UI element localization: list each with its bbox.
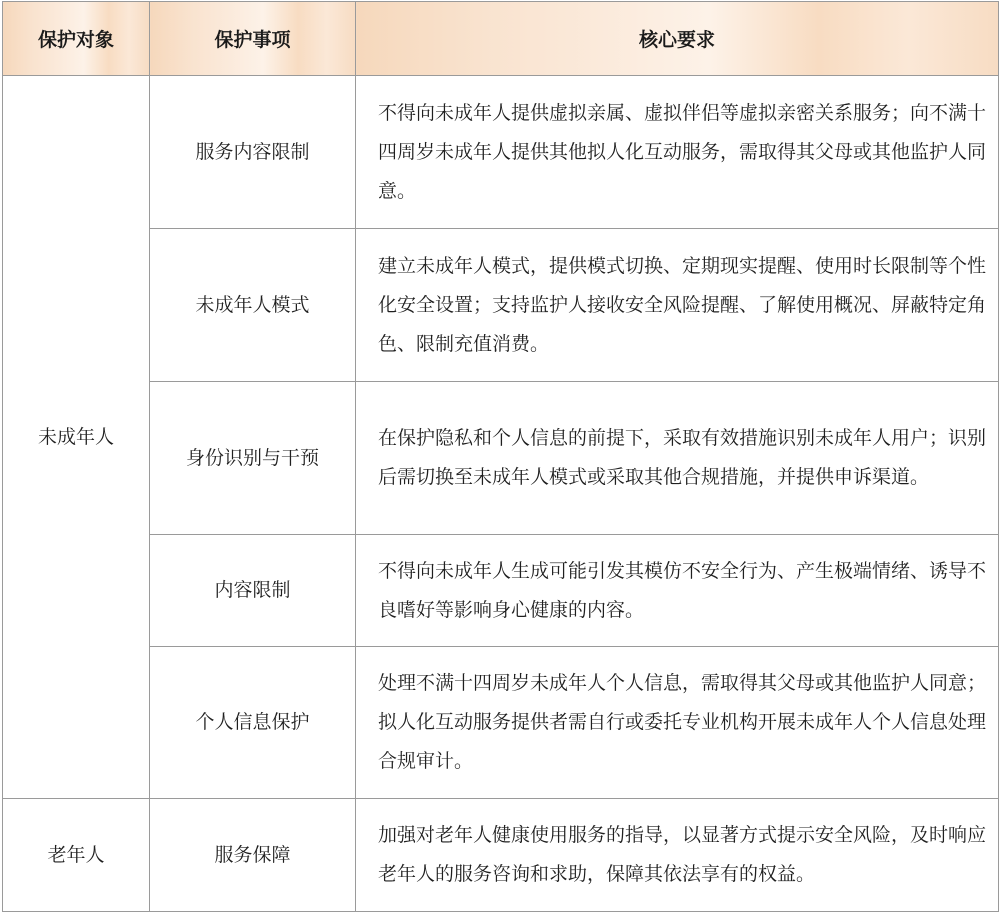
- item-cell: 身份识别与干预: [150, 382, 356, 535]
- item-cell: 内容限制: [150, 535, 356, 647]
- item-cell: 服务内容限制: [150, 76, 356, 229]
- requirement-cell: 处理不满十四周岁未成年人个人信息，需取得其父母或其他监护人同意；拟人化互动服务提供者需自行或委托专业机构开展未成年人个人信息处理合规审计。: [356, 647, 999, 799]
- table-row: [3, 799, 999, 912]
- table-row: [3, 535, 999, 647]
- table-row: [3, 647, 999, 799]
- requirement-cell: 不得向未成年人生成可能引发其模仿不安全行为、产生极端情绪、诱导不良嗜好等影响身心健康的内容。: [356, 535, 999, 647]
- table-row: [3, 229, 999, 382]
- table-row: [3, 382, 999, 535]
- requirement-cell: 建立未成年人模式，提供模式切换、定期现实提醒、使用时长限制等个性化安全设置；支持监护人接收安全风险提醒、了解使用概况、屏蔽特定角色、限制充值消费。: [356, 229, 999, 382]
- header-core-requirement: 核心要求: [356, 2, 999, 76]
- requirement-cell: 不得向未成年人提供虚拟亲属、虚拟伴侣等虚拟亲密关系服务；向不满十四周岁未成年人提供其他拟人化互动服务，需取得其父母或其他监护人同意。: [356, 76, 999, 229]
- table-row: [3, 76, 999, 229]
- header-protection-object: 保护对象: [3, 2, 150, 76]
- table-header-row: [3, 2, 999, 76]
- requirement-cell: 加强对老年人健康使用服务的指导，以显著方式提示安全风险，及时响应老年人的服务咨询和求助，保障其依法享有的权益。: [356, 799, 999, 912]
- item-cell: 服务保障: [150, 799, 356, 912]
- item-cell: 个人信息保护: [150, 647, 356, 799]
- protection-table-container: [2, 1, 998, 910]
- requirement-cell: 在保护隐私和个人信息的前提下，采取有效措施识别未成年人用户；识别后需切换至未成年人模式或采取其他合规措施，并提供申诉渠道。: [356, 382, 999, 535]
- object-cell-minors: 未成年人: [3, 76, 150, 799]
- header-protection-item: 保护事项: [150, 2, 356, 76]
- object-cell-elderly: 老年人: [3, 799, 150, 912]
- protection-requirements-table: [2, 1, 999, 912]
- item-cell: 未成年人模式: [150, 229, 356, 382]
